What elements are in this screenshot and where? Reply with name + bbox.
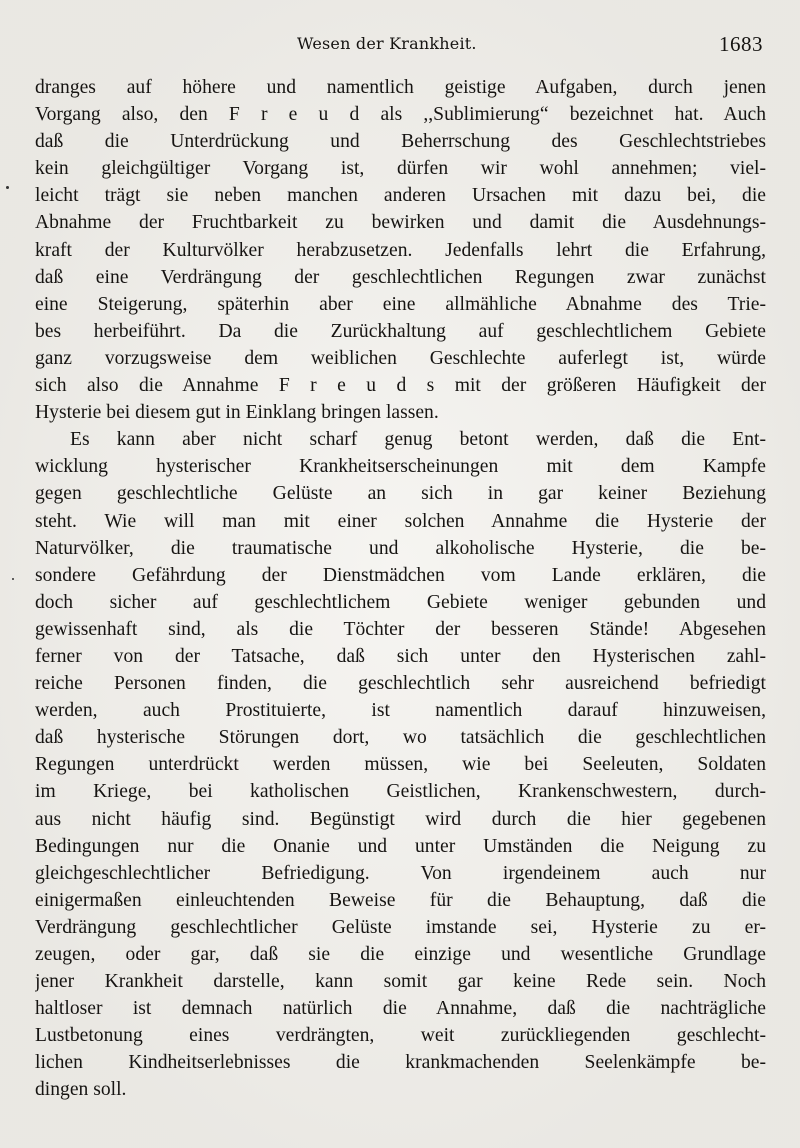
text-line: werden, auch Prostituierte, ist namentlich darauf hinzuweisen,	[35, 700, 766, 722]
text-line: daß eine Verdrängung der geschlechtlichen Regungen zwar zunächst	[35, 266, 766, 288]
text-line: wicklung hysterischer Krankheitserscheinungen mit dem Kampfe	[35, 456, 766, 478]
text-line: Abnahme der Fruchtbarkeit zu bewirken und damit die Ausdehnungs-	[35, 212, 766, 234]
print-speck	[6, 186, 9, 189]
paragraph-2	[35, 426, 766, 1103]
text-line: Verdrängung geschlechtlicher Gelüste imstande sei, Hysterie zu er-	[35, 916, 766, 938]
text-line: Vorgang also, den F r e u d als ,,Sublimierung“ bezeichnet hat. Auch	[35, 104, 766, 126]
text-line: daß hysterische Störungen dort, wo tatsächlich die geschlechtlichen	[35, 727, 766, 749]
paragraph-1	[35, 74, 766, 426]
text-line: jener Krankheit darstelle, kann somit gar keine Rede sein. Noch	[35, 971, 766, 993]
text-line: lichen Kindheitserlebnisses die krankmachenden Seelenkämpfe be-	[35, 1052, 766, 1074]
text-line: Es kann aber nicht scharf genug betont werden, daß die Ent-	[70, 429, 766, 451]
text-line: Lustbetonung eines verdrängten, weit zurückliegenden geschlecht-	[35, 1025, 766, 1047]
text-line: gewissenhaft sind, als die Töchter der besseren Stände! Abgesehen	[35, 618, 766, 640]
text-line: sondere Gefährdung der Dienstmädchen vom Lande erklären, die	[35, 564, 766, 586]
text-line: gleichgeschlechtlicher Befriedigung. Von irgendeinem auch nur	[35, 862, 766, 884]
page-header	[0, 30, 800, 62]
text-line: ferner von der Tatsache, daß sich unter den Hysterischen zahl-	[35, 645, 766, 667]
text-line: steht. Wie will man mit einer solchen Annahme die Hysterie der	[35, 510, 766, 532]
text-line: kein gleichgültiger Vorgang ist, dürfen wir wohl annehmen; viel-	[35, 158, 766, 180]
text-line: leicht trägt sie neben manchen anderen Ursachen mit dazu bei, die	[35, 185, 766, 207]
running-head: Wesen der Krankheit.	[297, 34, 477, 53]
page-number: 1683	[719, 32, 763, 56]
text-line: Naturvölker, die traumatische und alkoholische Hysterie, die be-	[35, 537, 766, 559]
text-line: sich also die Annahme F r e u d s mit der größeren Häufigkeit der	[35, 375, 766, 397]
text-line: im Kriege, bei katholischen Geistlichen, Krankenschwestern, durch-	[35, 781, 766, 803]
text-line: kraft der Kulturvölker herabzusetzen. Jedenfalls lehrt die Erfahrung,	[35, 239, 766, 261]
text-line: Hysterie bei diesem gut in Einklang bringen lassen.	[35, 402, 439, 424]
text-line: dranges auf höhere und namentlich geistige Aufgaben, durch jenen	[35, 77, 766, 98]
text-line: ganz vorzugsweise dem weiblichen Geschlechte auferlegt ist, würde	[35, 347, 766, 369]
text-line: bes herbeiführt. Da die Zurückhaltung auf geschlechtlichem Gebiete	[35, 320, 766, 342]
text-line: Regungen unterdrückt werden müssen, wie bei Seeleuten, Soldaten	[35, 754, 766, 776]
text-line: zeugen, oder gar, daß sie die einzige und wesentliche Grundlage	[35, 944, 766, 965]
print-speck	[12, 578, 14, 580]
text-line: dingen soll.	[35, 1079, 127, 1101]
text-line: eine Steigerung, späterhin aber eine allmähliche Abnahme des Trie-	[35, 293, 766, 315]
text-line: reiche Personen finden, die geschlechtlich sehr ausreichend befriedigt	[35, 673, 766, 695]
text-line: doch sicher auf geschlechtlichem Gebiete weniger gebunden und	[35, 591, 766, 613]
text-line: aus nicht häufig sind. Begünstigt wird durch die hier gegebenen	[35, 808, 766, 830]
text-line: gegen geschlechtliche Gelüste an sich in gar keiner Beziehung	[35, 483, 766, 505]
text-line: Bedingungen nur die Onanie und unter Umständen die Neigung zu	[35, 835, 766, 857]
body-text	[35, 74, 766, 1104]
text-line: einigermaßen einleuchtenden Beweise für die Behauptung, daß die	[35, 889, 766, 911]
text-line: haltloser ist demnach natürlich die Annahme, daß die nachträgliche	[35, 998, 766, 1020]
text-line: daß die Unterdrückung und Beherrschung des Geschlechtstriebes	[35, 131, 766, 153]
